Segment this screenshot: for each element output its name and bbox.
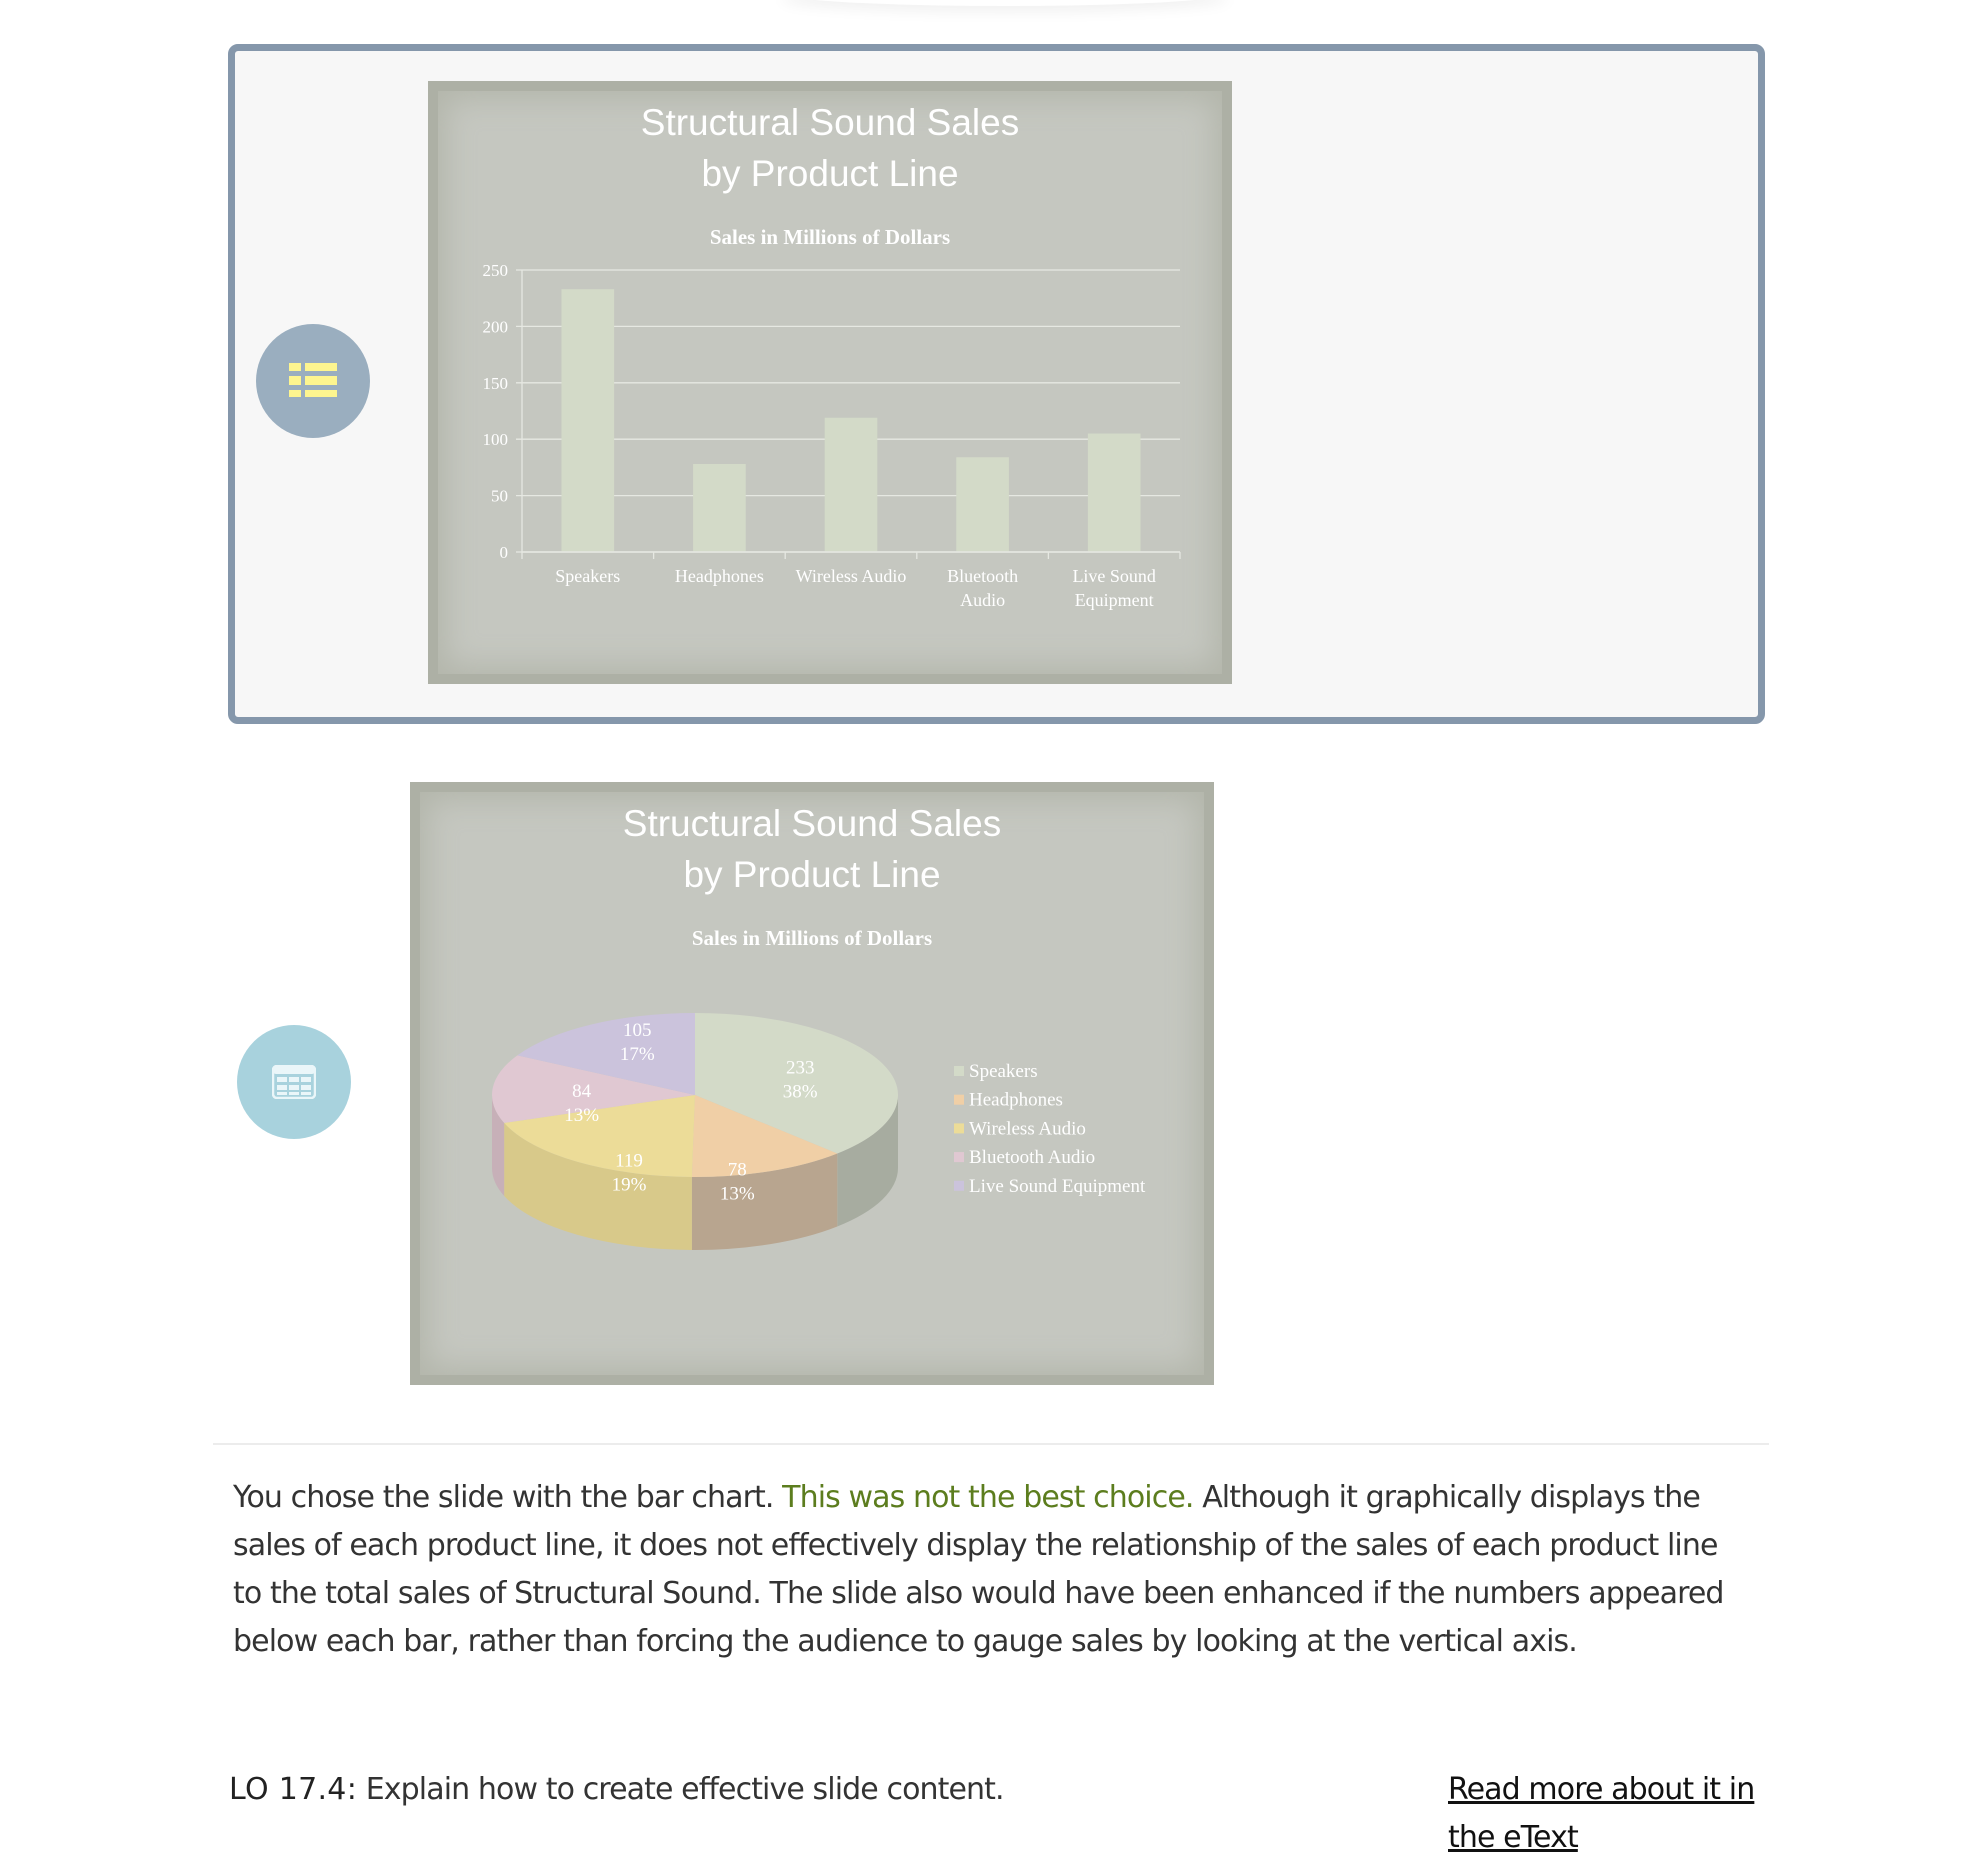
chart-subtitle: Sales in Millions of Dollars	[709, 225, 951, 249]
slide-title-line-2: by Product Line	[683, 854, 941, 895]
chart-subtitle: Sales in Millions of Dollars	[691, 926, 933, 950]
x-tick-label: Speakers	[555, 566, 621, 586]
x-tick-label: Bluetooth Audio	[947, 566, 1019, 610]
table-icon	[272, 1065, 316, 1099]
legend-swatch	[954, 1095, 964, 1105]
list-icon	[289, 363, 337, 399]
legend-label: Bluetooth Audio	[969, 1147, 1096, 1169]
learning-objective	[229, 1766, 1004, 1814]
bar-chart	[428, 81, 1232, 684]
feedback-body: Although it graphically displays the sales of each product line, it does not effectively display the relationship of the sales of each product line to the total sales of Structural Sound. The slide also would have been enhanced if the numbers appeared below each bar, rather than forcing the audience to gauge sales by looking at the vertical axis.	[233, 1480, 1724, 1659]
bar-live-sound-equipment	[1088, 434, 1141, 552]
feedback-verdict: This was not the best choice.	[782, 1480, 1194, 1515]
feedback-text	[233, 1474, 1753, 1666]
pie-value-label: 105	[622, 1019, 652, 1041]
legend-swatch	[954, 1152, 964, 1162]
bar-bluetooth-audio	[956, 457, 1009, 552]
pie-value-label: 78	[727, 1159, 747, 1181]
bar-chart-slide[interactable]	[428, 81, 1232, 684]
pie-chart	[410, 782, 1214, 1385]
pie-percent-label: 13%	[564, 1104, 600, 1126]
divider	[213, 1443, 1769, 1445]
read-more-link[interactable]: Read more about it in the eText	[1448, 1772, 1755, 1855]
legend-label: Live Sound Equipment	[969, 1175, 1146, 1197]
pie-value-label: 84	[572, 1080, 592, 1102]
legend-label: Speakers	[969, 1061, 1038, 1082]
slide-title-line-2: by Product Line	[701, 153, 959, 194]
y-tick-label: 100	[482, 430, 508, 450]
y-tick-label: 150	[482, 373, 508, 393]
legend-swatch	[954, 1066, 964, 1076]
legend-label: Headphones	[969, 1089, 1063, 1111]
slide-title-line-1: Structural Sound Sales	[622, 803, 1002, 844]
slide-title-line-1: Structural Sound Sales	[640, 102, 1020, 143]
pie-percent-label: 17%	[619, 1043, 655, 1065]
bar-speakers	[561, 289, 614, 552]
legend-swatch	[954, 1123, 964, 1133]
header-shadow	[780, 0, 1230, 6]
option-2-pie-chart-button[interactable]	[237, 1025, 351, 1139]
pie-percent-label: 38%	[782, 1081, 818, 1103]
bar-headphones	[693, 464, 746, 552]
legend-swatch	[954, 1181, 964, 1191]
y-tick-label: 250	[482, 261, 508, 280]
x-tick-label: Wireless Audio	[795, 566, 907, 586]
pie-value-label: 119	[615, 1150, 643, 1172]
y-tick-label: 50	[491, 486, 508, 506]
bar-wireless-audio	[825, 418, 878, 552]
pie-percent-label: 13%	[719, 1183, 755, 1205]
feedback-lead: You chose the slide with the bar chart.	[233, 1480, 774, 1515]
pie-chart-slide[interactable]	[410, 782, 1214, 1385]
x-tick-label: Headphones	[674, 566, 764, 586]
pie-percent-label: 19%	[611, 1174, 647, 1196]
y-tick-label: 0	[499, 543, 508, 562]
option-1-bar-chart-button[interactable]	[256, 324, 370, 438]
learning-objective-text: Explain how to create effective slide content.	[365, 1772, 1004, 1807]
pie-value-label: 233	[785, 1057, 815, 1079]
x-tick-label: Live Sound Equipment	[1072, 566, 1156, 610]
learning-objective-code: LO 17.4:	[229, 1772, 358, 1807]
y-tick-label: 200	[482, 317, 508, 337]
legend-label: Wireless Audio	[969, 1118, 1086, 1140]
